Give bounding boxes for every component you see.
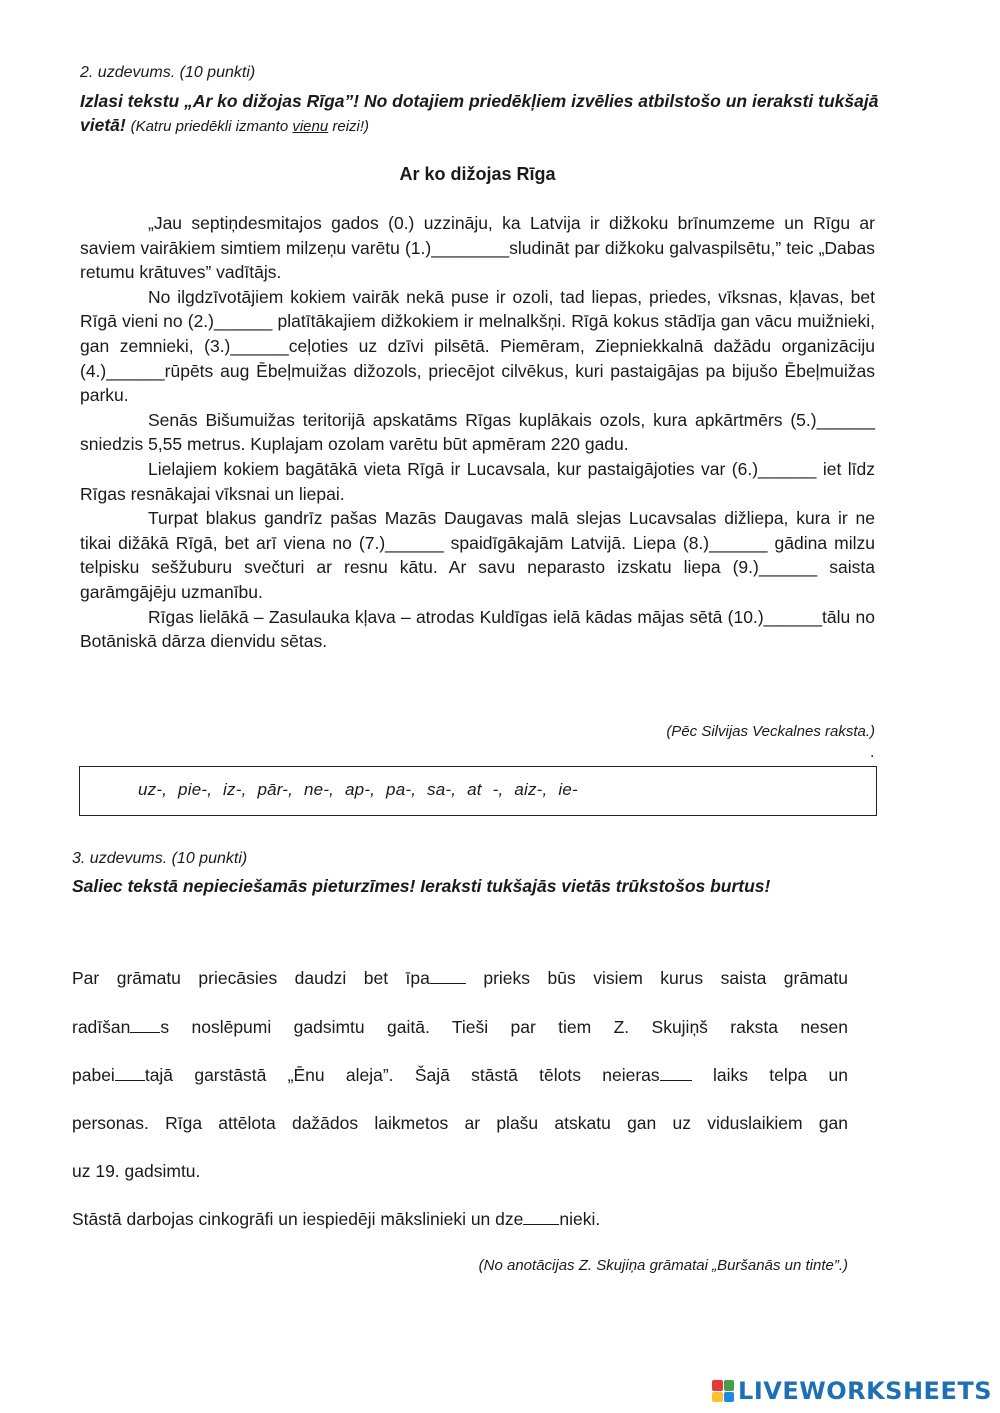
fill-blank[interactable] xyxy=(430,969,466,984)
text-line: uz 19. gadsimtu. xyxy=(72,1161,201,1181)
text-line: personas. Rīga attēlota dažādos laikmetos ar plašu atskatu gan uz viduslaikiem gan xyxy=(72,1113,848,1133)
paragraph: Turpat blakus gandrīz pašas Mazās Daugavas malā slejas Lucavsalas dižliepa, kura ir ne tikai dižākā Rīgā, bet arī viena no (7.)______ spaidīgākajām Latvijā. Liepa (8.)______ gādina milzu telpisku sešžuburu svečturi ar resnu kātu. Ar savu neparasto izskatu liepa (9.)______ saista garāmgājēju uzmanību. xyxy=(80,508,875,602)
paragraph: Rīgas lielākā – Zasulauka kļava – atrodas Kuldīgas ielā kādas mājas sētā (10.)______tālu no Botāniskā dārza dienvidu sētas. xyxy=(80,606,875,652)
text-line: Stāstā darbojas cinkogrāfi un iespiedēji mākslinieki un dze nieki. xyxy=(72,1209,601,1229)
liveworksheets-logo-icon xyxy=(712,1380,734,1402)
paragraph: Senās Bišumuižas teritorijā apskatāms Rīgas kuplākais ozols, kura apkārtmērs (5.)______ sniedzis 5,55 metrus. Kuplajam ozolam varētu būt apmēram 220 gadu. xyxy=(80,409,875,455)
task2-note: (Katru priedēkli izmanto vienu reizi!) xyxy=(130,118,370,135)
task2-instruction xyxy=(80,89,880,139)
paragraph: Lielajiem kokiem bagātākā vieta Rīgā ir Lucavsala, kur pastaigājoties var (6.)______ iet līdz Rīgas resnākajai vīksnai un liepai. xyxy=(80,458,875,504)
text-line: pabei tajā garstāstā „Ēnu aleja”. Šajā stāstā tēlots neieras laiks telpa un xyxy=(72,1065,848,1085)
paragraph: „Jau septiņdesmitajos gados (0.) uzzināju, ka Latvija ir dižkoku brīnumzeme un Rīgu ar saviem vairākiem simtiem milzeņu varētu (1.)________sludināt par dižkoku galvaspilsētu,” teic „Dabas retumu krātuves” vadītājs. xyxy=(80,213,875,283)
text-line: Par grāmatu priecāsies daudzi bet īpa prieks būs visiem kurus saista grāmatu xyxy=(72,968,848,988)
fill-blank[interactable] xyxy=(523,1210,559,1225)
stray-dot: . xyxy=(870,744,875,761)
text-line: radīšan s noslēpumi gadsimtu gaitā. Tieši par tiem Z. Skujiņš raksta nesen xyxy=(72,1017,848,1037)
logo-text: LIVEWORKSHEETS xyxy=(738,1377,992,1405)
prefix-list: uz-, pie-, iz-, pār-, ne-, ap-, pa-, sa-, at -, aiz-, ie- xyxy=(138,780,578,799)
task3-instruction: Saliec tekstā nepieciešamās pieturzīmes! Ieraksti tukšajās vietās trūkstošos burtus! xyxy=(72,876,771,896)
text-title: Ar ko dižojas Rīga xyxy=(399,164,556,184)
paragraph: No ilgdzīvotājiem kokiem vairāk nekā puse ir ozoli, tad liepas, priedes, vīksnas, kļavas, bet Rīgā vieni no (2.)______ platītākajiem dižkokiem ir melnalkšņi. Rīgā kokus stādīja gan vācu muižnieki, gan zemnieki, (3.)______ceļoties uz dzīvi pilsētā. Piemēram, Ziepniekkalnā dažādu organizāciju (4.)______rūpēts aug Ēbeļmuižas dižozols, priecējot cilvēkus, kuri pastaigājas pa bijušo Ēbeļmuižas parku. xyxy=(80,286,875,406)
liveworksheets-logo xyxy=(712,1377,992,1405)
task2-heading: 2. uzdevums. (10 punkti) xyxy=(80,64,256,81)
fill-blank[interactable] xyxy=(130,1018,160,1033)
task2-source: (Pēc Silvijas Veckalnes raksta.) xyxy=(666,723,875,740)
task3-source: (No anotācijas Z. Skujiņa grāmatai „Buršanās un tinte”.) xyxy=(478,1257,848,1274)
fill-blank[interactable] xyxy=(115,1066,145,1081)
task2-instruction-text: Izlasi tekstu „Ar ko dižojas Rīga”! No dotajiem priedēkļiem izvēlies atbilstošo un ieraksti tukšajā vietā! xyxy=(80,91,879,135)
task2-text xyxy=(80,211,875,654)
fill-blank[interactable] xyxy=(660,1066,692,1081)
task3-heading: 3. uzdevums. (10 punkti) xyxy=(72,850,248,867)
